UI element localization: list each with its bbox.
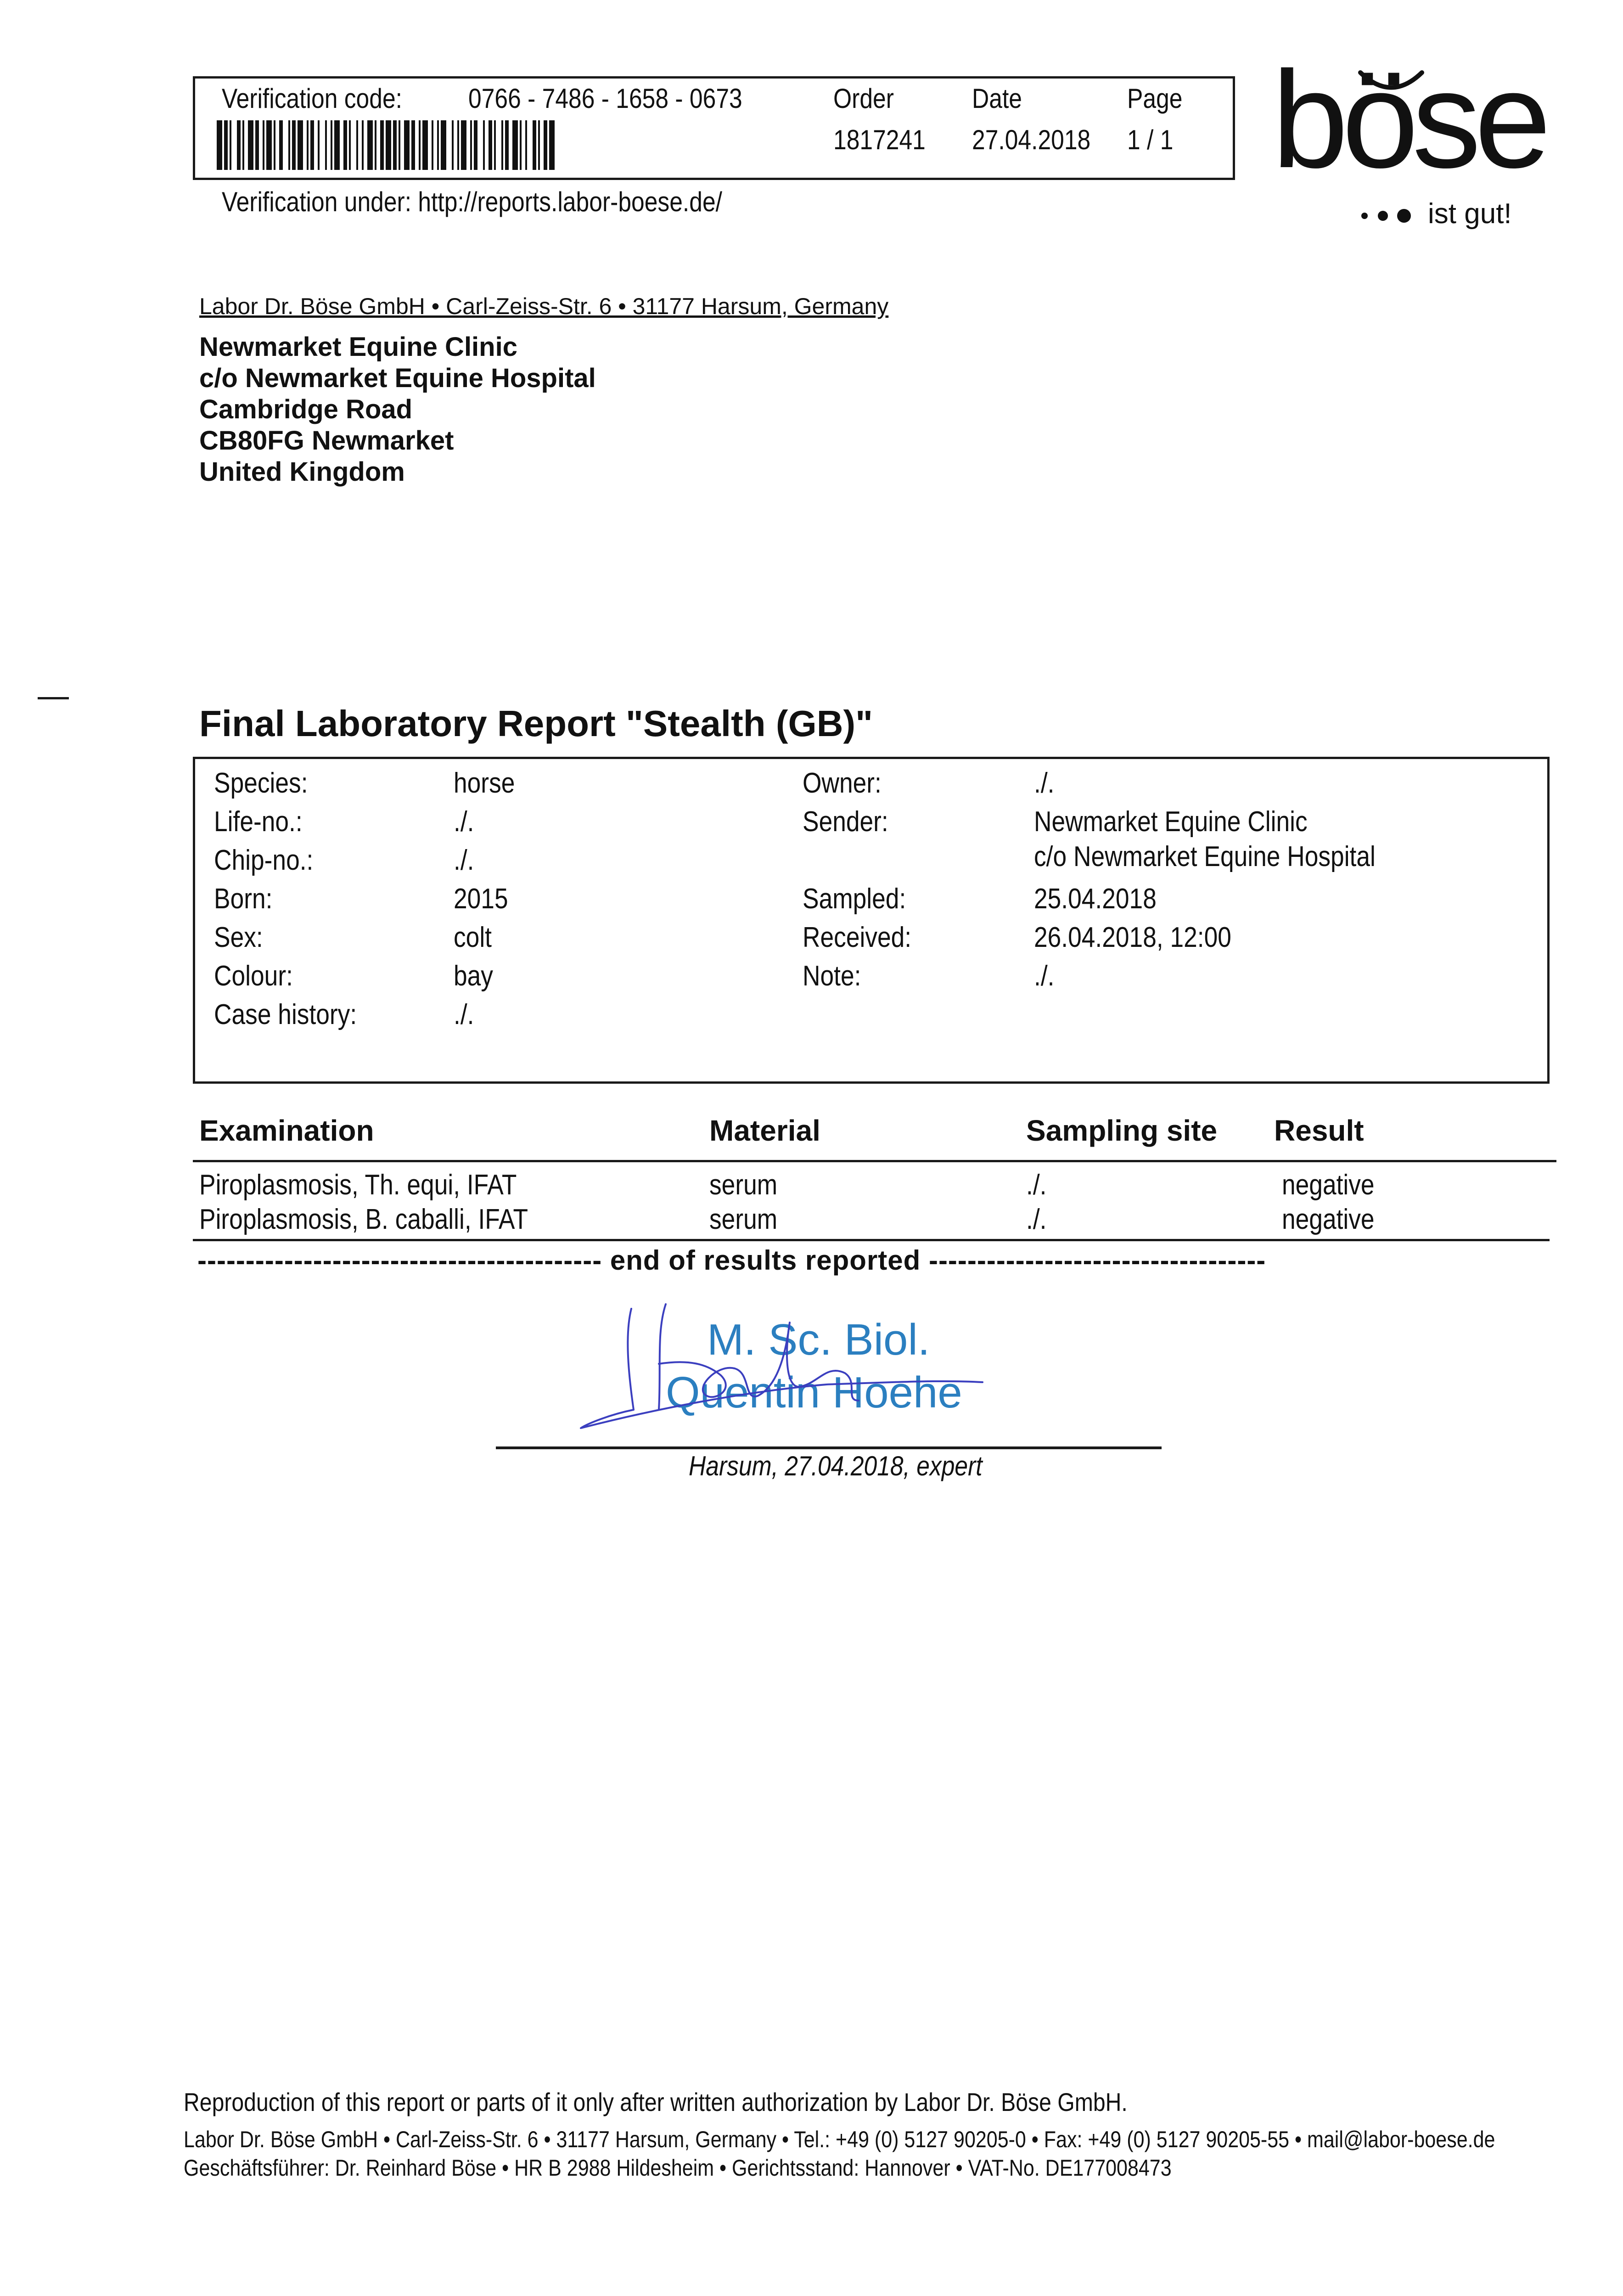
- table-cell-material: serum: [709, 1169, 778, 1201]
- chip-no-value: ./.: [454, 844, 474, 876]
- sender-address-line: Labor Dr. Böse GmbH • Carl-Zeiss-Str. 6 • 31177 Harsum, Germany: [199, 293, 889, 319]
- fold-mark: [38, 697, 69, 699]
- page-number: 1 / 1: [1127, 124, 1174, 155]
- footer-address: Labor Dr. Böse GmbH • Carl-Zeiss-Str. 6 • 31177 Harsum, Germany • Tel.: +49 (0) 5127 90205-0 • Fax: +49 (0) 5127 90205-55 • mail@labor-boese.de: [184, 2127, 1495, 2152]
- note-label: Note:: [803, 960, 861, 992]
- verification-code: 0766 - 7486 - 1658 - 0673: [468, 83, 742, 114]
- signature-name: Quentin Hoehe: [666, 1368, 962, 1417]
- sex-value: colt: [454, 922, 492, 953]
- sex-label: Sex:: [214, 922, 263, 953]
- sender-label: Sender:: [803, 806, 888, 838]
- col-header-material: Material: [709, 1114, 820, 1147]
- species-label: Species:: [214, 767, 308, 799]
- verification-url: Verification under: http://reports.labor-boese.de/: [222, 186, 722, 217]
- col-header-result: Result: [1274, 1114, 1364, 1147]
- owner-value: ./.: [1034, 767, 1055, 799]
- recipient-line: Cambridge Road: [199, 394, 413, 424]
- date-label: Date: [972, 83, 1022, 114]
- table-header-rule: [193, 1160, 1556, 1162]
- footer-legal: Geschäftsführer: Dr. Reinhard Böse • HR B 2988 Hildesheim • Gerichtsstand: Hannover • VAT-No. DE177008473: [184, 2155, 1172, 2181]
- recipient-address: [199, 332, 596, 488]
- life-no-value: ./.: [454, 806, 474, 838]
- report-title: Final Laboratory Report "Stealth (GB)": [199, 703, 873, 744]
- chip-no-label: Chip-no.:: [214, 844, 314, 876]
- case-history-label: Case history:: [214, 999, 357, 1030]
- sampled-label: Sampled:: [803, 883, 906, 915]
- boese-logo: böse: [1272, 42, 1545, 197]
- col-header-sampling-site: Sampling site: [1026, 1114, 1218, 1147]
- table-cell-examination: Piroplasmosis, B. caballi, IFAT: [199, 1204, 528, 1235]
- sampled-value: 25.04.2018: [1034, 883, 1157, 915]
- page-label: Page: [1127, 83, 1183, 114]
- recipient-line: Newmarket Equine Clinic: [199, 332, 517, 362]
- case-history-value: ./.: [454, 999, 474, 1030]
- verification-code-label: Verification code:: [222, 83, 402, 114]
- born-value: 2015: [454, 883, 508, 915]
- signature-title: M. Sc. Biol.: [707, 1315, 930, 1364]
- species-value: horse: [454, 767, 515, 799]
- table-cell-result: negative: [1282, 1169, 1375, 1201]
- born-label: Born:: [214, 883, 273, 915]
- order-label: Order: [833, 83, 894, 114]
- received-label: Received:: [803, 922, 912, 953]
- barcode: [217, 120, 556, 170]
- order-number: 1817241: [833, 124, 926, 155]
- logo-dots-icon: [1359, 206, 1414, 224]
- sender-value: Newmarket Equine Clinic: [1034, 806, 1308, 838]
- recipient-line: CB80FG Newmarket: [199, 426, 454, 456]
- table-cell-material: serum: [709, 1204, 778, 1235]
- table-bottom-rule: [193, 1239, 1550, 1241]
- life-no-label: Life-no.:: [214, 806, 303, 838]
- logo-tagline: ist gut!: [1428, 198, 1512, 230]
- footer-notice: Reproduction of this report or parts of it only after written authorization by Labor Dr. Böse GmbH.: [184, 2088, 1128, 2116]
- colour-value: bay: [454, 960, 493, 992]
- received-value: 26.04.2018, 12:00: [1034, 922, 1231, 953]
- signature-line: [496, 1446, 1162, 1449]
- report-date: 27.04.2018: [972, 124, 1091, 155]
- signature-stamp: [569, 1295, 1047, 1446]
- table-cell-examination: Piroplasmosis, Th. equi, IFAT: [199, 1169, 517, 1201]
- note-value: ./.: [1034, 960, 1055, 992]
- end-of-results-line: ------------------------------------------ end of results reported -----------------------------------: [197, 1245, 1266, 1276]
- col-header-examination: Examination: [199, 1114, 374, 1147]
- table-cell-sampling-site: ./.: [1026, 1169, 1047, 1201]
- table-cell-sampling-site: ./.: [1026, 1204, 1047, 1235]
- table-cell-result: negative: [1282, 1204, 1375, 1235]
- recipient-line: United Kingdom: [199, 457, 405, 487]
- signature-place-date: Harsum, 27.04.2018, expert: [689, 1451, 983, 1481]
- colour-label: Colour:: [214, 960, 293, 992]
- owner-label: Owner:: [803, 767, 882, 799]
- logo-smile-icon: [1357, 63, 1426, 105]
- sender-value-line2: c/o Newmarket Equine Hospital: [1034, 841, 1376, 872]
- recipient-line: c/o Newmarket Equine Hospital: [199, 363, 596, 393]
